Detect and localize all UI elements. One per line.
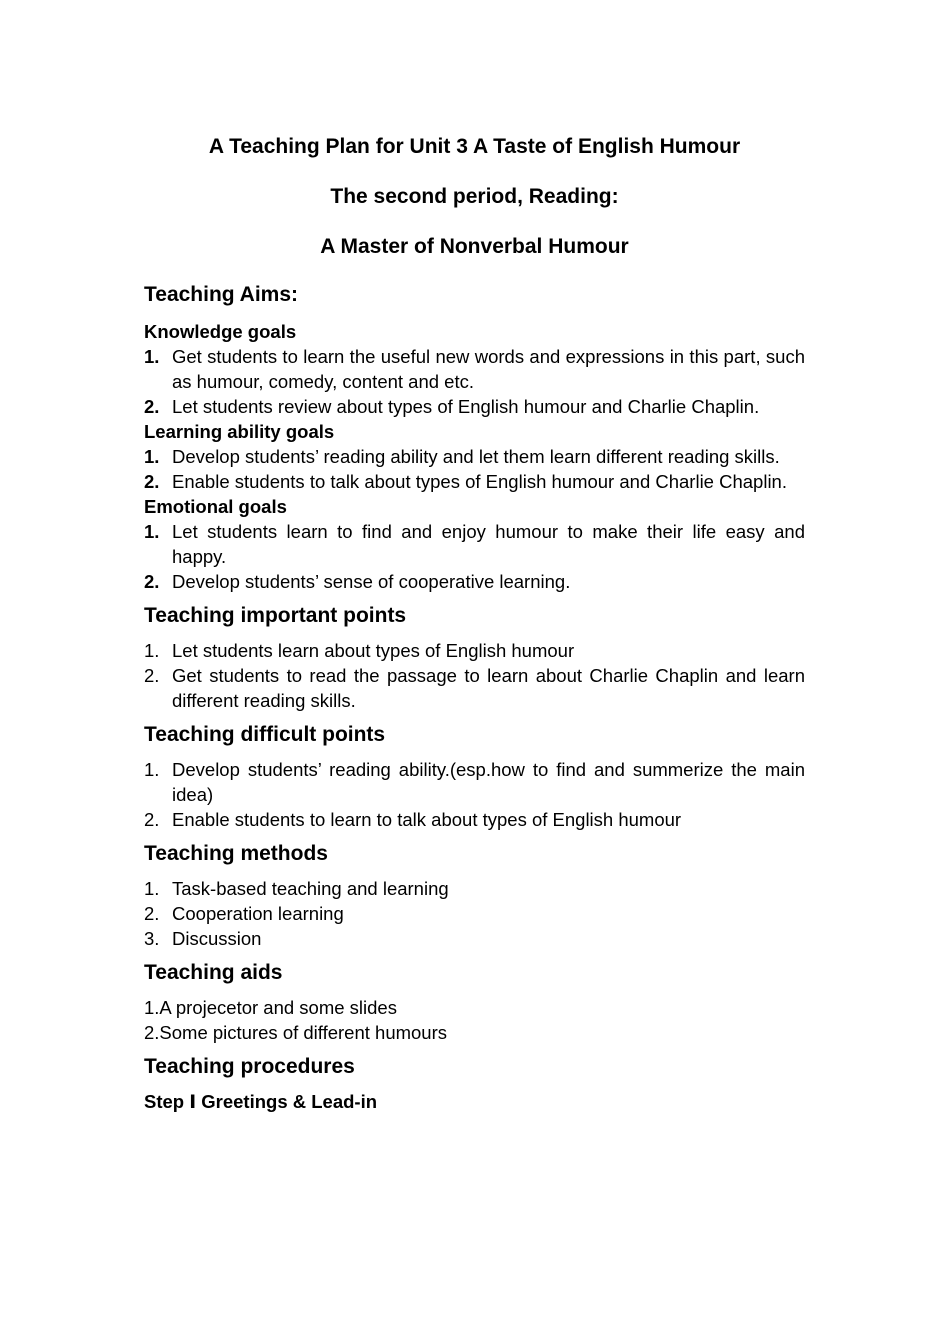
item-number: 2. [144,903,160,924]
step-heading: Step Ⅰ Greetings & Lead-in [144,1091,378,1112]
list-item [144,469,805,494]
lesson-title: A Master of Nonverbal Humour [320,235,629,258]
list-item [144,444,805,469]
item-text: Enable students to learn to talk about types of English humour [172,809,682,830]
list-item [144,807,805,832]
difficult-points-heading: Teaching difficult points [144,723,386,746]
list-item [144,757,805,807]
list-item [144,638,805,663]
document-title: A Teaching Plan for Unit 3 A Taste of English Humour [208,135,741,158]
list-item [144,901,805,926]
item-number: 1. [144,346,160,367]
ability-goals-list [144,444,805,494]
important-points-heading: Teaching important points [144,604,407,627]
important-points-list [144,638,805,713]
item-number: 1. [144,521,160,542]
item-text: Let students review about types of English humour and Charlie Chaplin. [172,396,760,417]
item-text: Let students learn about types of English humour [172,640,575,661]
list-item [144,876,805,901]
teaching-aids-line: 2.Some pictures of different humours [144,1022,448,1043]
list-item [144,926,805,951]
ability-goals-label: Learning ability goals [144,421,335,442]
list-item [144,663,805,713]
document-body [144,133,805,1114]
teaching-procedures-heading: Teaching procedures [144,1055,355,1078]
item-text: Task-based teaching and learning [172,878,449,899]
document-subtitle: The second period, Reading: [330,185,619,208]
teaching-aids-line: 1.A projecetor and some slides [144,997,397,1018]
item-number: 2. [144,571,160,592]
item-number: 1. [144,759,160,780]
list-item [144,344,805,394]
emotional-goals-list [144,519,805,594]
item-number: 1. [144,640,160,661]
item-number: 1. [144,446,160,467]
item-number: 2. [144,809,160,830]
teaching-aims-heading: Teaching Aims: [144,283,299,306]
item-number: 1. [144,878,160,899]
knowledge-goals-label: Knowledge goals [144,321,297,342]
difficult-points-list [144,757,805,832]
item-text: Let students learn to find and enjoy humour to make their life easy and happy. [172,521,805,567]
teaching-methods-heading: Teaching methods [144,842,328,865]
item-number: 2. [144,396,160,417]
list-item [144,569,805,594]
list-item [144,394,805,419]
item-text: Develop students’ sense of cooperative learning. [172,571,571,592]
item-text: Cooperation learning [172,903,344,924]
item-number: 2. [144,665,160,686]
emotional-goals-label: Emotional goals [144,496,287,517]
item-text: Discussion [172,928,262,949]
item-text: Develop students’ reading ability and let them learn different reading skills. [172,446,780,467]
teaching-methods-list [144,876,805,951]
teaching-aids-heading: Teaching aids [144,961,283,984]
list-item [144,519,805,569]
item-text: Get students to read the passage to learn about Charlie Chaplin and learn different reading skills. [172,665,805,711]
item-text: Get students to learn the useful new words and expressions in this part, such as humour, comedy, content and etc. [172,346,805,392]
item-number: 2. [144,471,160,492]
item-number: 3. [144,928,160,949]
item-text: Enable students to talk about types of English humour and Charlie Chaplin. [172,471,787,492]
knowledge-goals-list [144,344,805,419]
item-text: Develop students’ reading ability.(esp.how to find and summerize the main idea) [172,759,805,805]
